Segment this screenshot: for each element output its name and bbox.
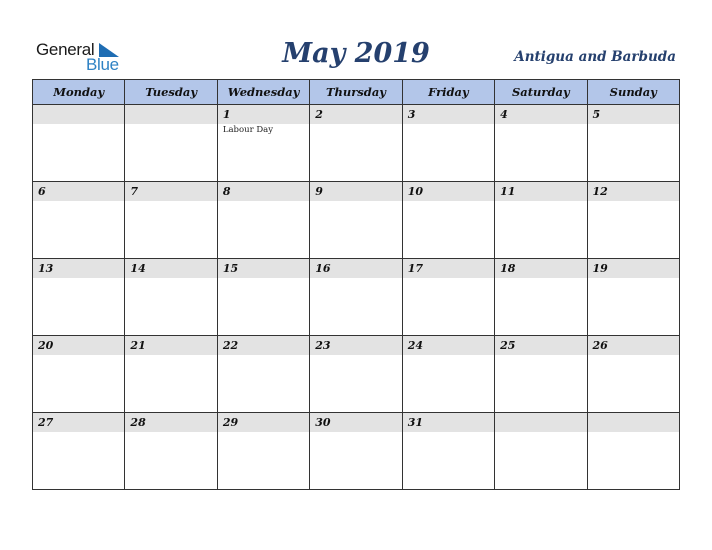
day-header-bar xyxy=(495,182,586,201)
day-cell xyxy=(125,336,217,413)
day-cell xyxy=(217,182,309,259)
day-number: 5 xyxy=(592,108,601,121)
day-cell xyxy=(587,336,679,413)
day-cell xyxy=(495,259,587,336)
day-cell xyxy=(33,259,125,336)
day-number: 29 xyxy=(222,416,239,429)
day-cell xyxy=(33,336,125,413)
day-number: 9 xyxy=(315,185,323,198)
day-number: 7 xyxy=(130,185,139,198)
day-header-bar xyxy=(495,413,586,432)
day-number: 10 xyxy=(407,185,423,198)
day-header-bar xyxy=(495,336,586,355)
day-cell xyxy=(587,413,679,490)
day-cell xyxy=(587,182,679,259)
page-title: May 2019 xyxy=(282,38,430,69)
day-header-bar xyxy=(33,105,124,124)
day-cell xyxy=(402,105,494,182)
day-number: 13 xyxy=(38,262,54,275)
logo-blue-text: Blue xyxy=(86,55,119,74)
day-cell xyxy=(310,413,402,490)
weekday-header: Friday xyxy=(402,80,494,105)
day-cell xyxy=(587,105,679,182)
day-number: 2 xyxy=(315,108,323,121)
day-number: 17 xyxy=(407,262,423,275)
day-header-bar xyxy=(310,336,401,355)
weekday-header-row xyxy=(33,80,680,105)
day-header-bar xyxy=(33,336,124,355)
day-header-bar xyxy=(125,105,216,124)
day-header-bar xyxy=(218,182,309,201)
day-cell xyxy=(310,105,402,182)
day-number: 14 xyxy=(130,262,146,275)
week-row xyxy=(33,259,680,336)
day-header-bar xyxy=(310,259,401,278)
day-number: 23 xyxy=(315,339,331,352)
week-row xyxy=(33,182,680,259)
day-cell xyxy=(125,259,217,336)
day-cell xyxy=(125,182,217,259)
day-header-bar xyxy=(125,259,216,278)
day-number: 8 xyxy=(222,185,231,198)
day-number: 28 xyxy=(130,416,146,429)
day-header-bar xyxy=(218,336,309,355)
day-number: 27 xyxy=(38,416,54,429)
day-number: 18 xyxy=(500,262,516,275)
day-cell xyxy=(402,259,494,336)
day-number: 3 xyxy=(407,108,416,121)
day-cell xyxy=(587,259,679,336)
day-header-bar xyxy=(588,259,679,278)
day-cell xyxy=(402,336,494,413)
day-cell xyxy=(310,336,402,413)
day-header-bar xyxy=(125,336,216,355)
day-number: 24 xyxy=(407,339,423,352)
day-cell xyxy=(495,413,587,490)
day-number: 26 xyxy=(592,339,608,352)
day-header-bar xyxy=(403,182,494,201)
weekday-header: Thursday xyxy=(310,80,402,105)
day-header-bar xyxy=(310,105,401,124)
day-cell xyxy=(125,105,217,182)
holiday-label: Labour Day xyxy=(222,125,274,135)
day-number: 6 xyxy=(38,185,46,198)
day-number: 12 xyxy=(592,185,608,198)
day-number: 25 xyxy=(500,339,516,352)
day-cell xyxy=(402,182,494,259)
day-header-bar xyxy=(403,105,494,124)
day-header-bar xyxy=(218,105,309,124)
day-cell xyxy=(217,413,309,490)
day-header-bar xyxy=(495,259,586,278)
day-header-bar xyxy=(588,182,679,201)
day-number: 11 xyxy=(500,185,516,198)
weekday-header: Saturday xyxy=(495,80,587,105)
day-number: 16 xyxy=(315,262,331,275)
day-header-bar xyxy=(403,413,494,432)
day-cell xyxy=(33,413,125,490)
day-header-bar xyxy=(218,413,309,432)
week-row xyxy=(33,336,680,413)
week-row xyxy=(33,413,680,490)
weekday-header: Sunday xyxy=(587,80,679,105)
day-header-bar xyxy=(125,413,216,432)
day-number: 20 xyxy=(38,339,54,352)
day-cell xyxy=(33,182,125,259)
day-number: 30 xyxy=(315,416,331,429)
day-header-bar xyxy=(495,105,586,124)
day-cell xyxy=(495,105,587,182)
day-cell xyxy=(495,182,587,259)
day-cell xyxy=(217,336,309,413)
day-number: 4 xyxy=(500,108,508,121)
day-number: 1 xyxy=(222,108,231,121)
day-cell xyxy=(495,336,587,413)
day-cell xyxy=(217,105,309,182)
country-label: Antigua and Barbuda xyxy=(514,49,676,65)
day-header-bar xyxy=(403,336,494,355)
day-header-bar xyxy=(125,182,216,201)
day-number: 22 xyxy=(222,339,239,352)
day-number: 21 xyxy=(130,339,146,352)
day-number: 19 xyxy=(592,262,608,275)
day-cell xyxy=(217,259,309,336)
calendar-grid xyxy=(32,79,680,490)
day-header-bar xyxy=(33,413,124,432)
week-row xyxy=(33,105,680,182)
day-cell xyxy=(310,259,402,336)
day-header-bar xyxy=(310,182,401,201)
day-header-bar xyxy=(33,182,124,201)
weekday-header: Tuesday xyxy=(125,80,217,105)
weekday-header: Wednesday xyxy=(217,80,309,105)
day-header-bar xyxy=(310,413,401,432)
day-header-bar xyxy=(588,105,679,124)
weekday-header: Monday xyxy=(33,80,125,105)
day-header-bar xyxy=(33,259,124,278)
day-number: 31 xyxy=(407,416,423,429)
day-number: 15 xyxy=(222,262,239,275)
day-cell xyxy=(125,413,217,490)
day-header-bar xyxy=(588,336,679,355)
day-cell xyxy=(310,182,402,259)
day-cell xyxy=(33,105,125,182)
day-header-bar xyxy=(588,413,679,432)
logo-general-text: General xyxy=(36,40,95,59)
day-header-bar xyxy=(218,259,309,278)
day-cell xyxy=(402,413,494,490)
day-header-bar xyxy=(403,259,494,278)
